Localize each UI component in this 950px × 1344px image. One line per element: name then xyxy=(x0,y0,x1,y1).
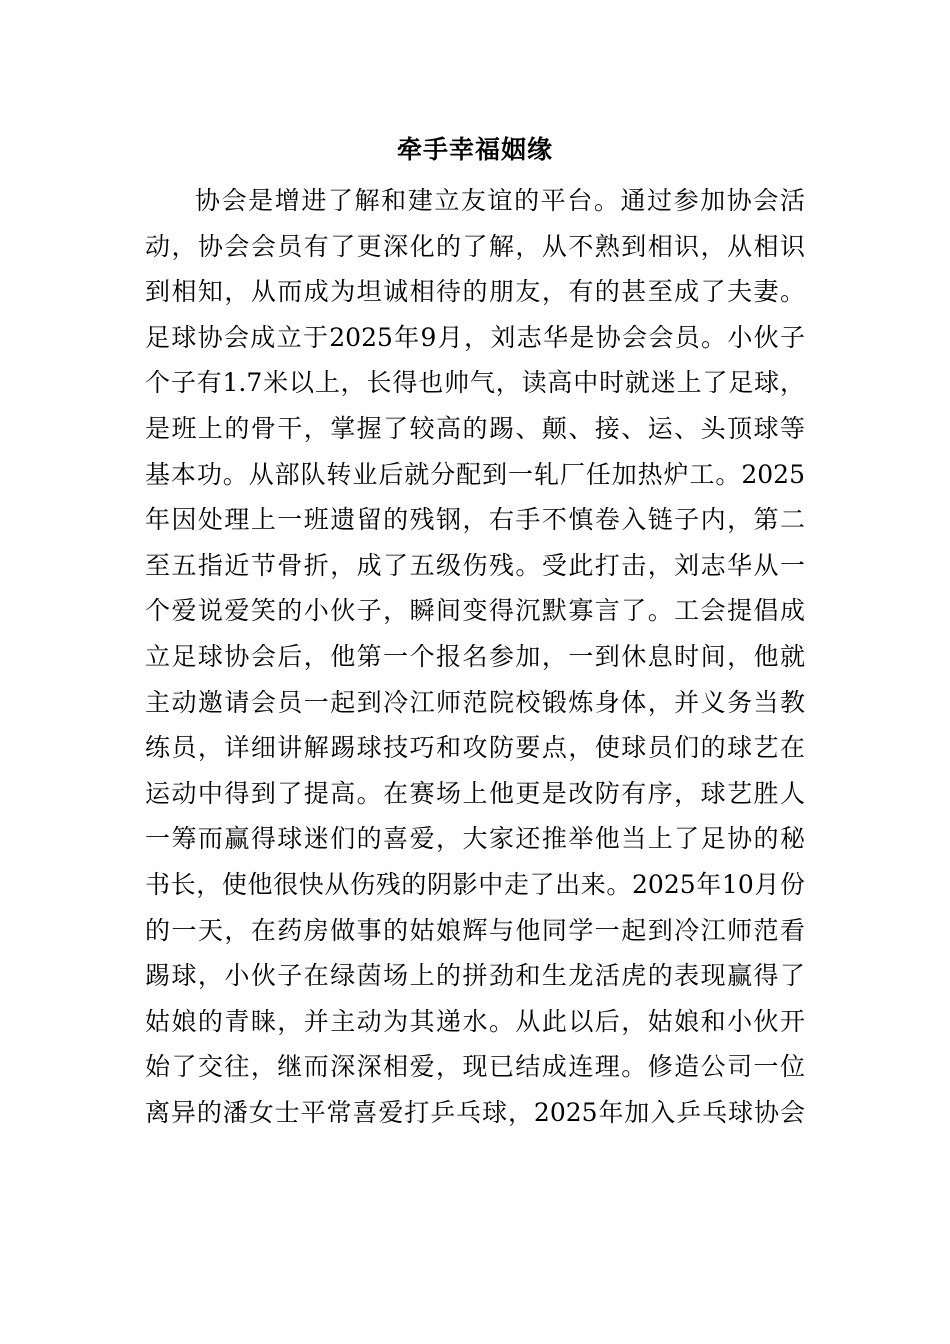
paragraph-line: 动，协会会员有了更深化的了解，从不熟到相识，从相识 xyxy=(145,231,805,261)
paragraph-line: 个子有1.7米以上，长得也帅气，读高中时就迷上了足球， xyxy=(145,368,805,398)
paragraph-line: 始了交往，继而深深相爱，现已结成连理。修造公司一位 xyxy=(145,1052,805,1082)
paragraph-line: 立足球协会后，他第一个报名参加，一到休息时间，他就 xyxy=(145,641,805,671)
paragraph-line: 踢球，小伙子在绿茵场上的拼劲和生龙活虎的表现赢得了 xyxy=(145,961,805,991)
paragraph-line: 一筹而赢得球迷们的喜爱，大家还推举他当上了足协的秘 xyxy=(145,824,805,854)
document-body xyxy=(145,178,805,1135)
paragraph-line: 的一天，在药房做事的姑娘辉与他同学一起到冷江师范看 xyxy=(145,915,805,945)
paragraph-line: 足球协会成立于2025年9月，刘志华是协会会员。小伙子 xyxy=(145,322,805,352)
paragraph-line: 运动中得到了提高。在赛场上他更是改防有序，球艺胜人 xyxy=(145,778,805,808)
paragraph-line: 个爱说爱笑的小伙子，瞬间变得沉默寡言了。工会提倡成 xyxy=(145,596,805,626)
paragraph-line: 主动邀请会员一起到冷江师范院校锻炼身体，并义务当教 xyxy=(145,687,805,717)
document-title: 牵手幸福姻缘 xyxy=(396,135,553,164)
paragraph-line: 离异的潘女士平常喜爱打乒乓球，2025年加入乒乓球协会 xyxy=(145,1097,805,1127)
paragraph-line: 至五指近节骨折，成了五级伤残。受此打击，刘志华从一 xyxy=(145,550,805,580)
paragraph-line: 练员，详细讲解踢球技巧和攻防要点，使球员们的球艺在 xyxy=(145,733,805,763)
paragraph-line: 书长，使他很快从伤残的阴影中走了出来。2025年10月份 xyxy=(145,869,805,899)
paragraph-line: 是班上的骨干，掌握了较高的踢、颠、接、运、头顶球等 xyxy=(145,413,805,443)
paragraph-line: 协会是增进了解和建立友谊的平台。通过参加协会活 xyxy=(195,186,805,215)
paragraph-line: 年因处理上一班遗留的残钢，右手不慎卷入链子内，第二 xyxy=(145,505,805,535)
paragraph-line: 基本功。从部队转业后就分配到一轧厂任加热炉工。2025 xyxy=(145,459,805,489)
paragraph-line: 姑娘的青睐，并主动为其递水。从此以后，姑娘和小伙开 xyxy=(145,1006,805,1036)
paragraph-line: 到相知，从而成为坦诚相待的朋友，有的甚至成了夫妻。 xyxy=(145,277,805,307)
